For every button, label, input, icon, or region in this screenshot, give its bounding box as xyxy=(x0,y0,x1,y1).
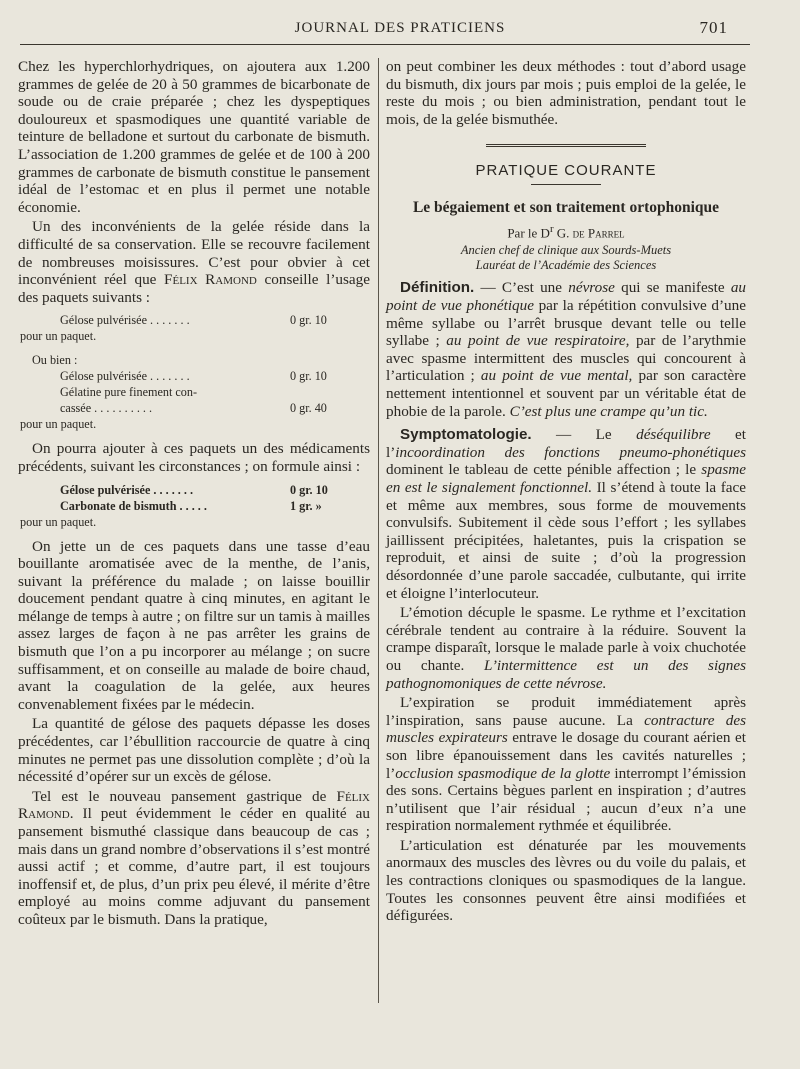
recipe-2 xyxy=(18,352,370,432)
dose-note: pour un paquet. xyxy=(20,329,97,344)
quantity: 0 gr. 40 xyxy=(290,401,327,416)
paragraph: Chez les hyperchlorhydriques, on ajoutera aux 1.200 grammes de gelée de 20 à 50 grammes de bicarbonate de soude ou de craie préparée ; chez les dyspeptiques douloureux et spasmodiques une quantité variable de teinture de belladone et surtout du carbonate de bismuth. L’association de 1.200 grammes de gelée et de 100 à 200 grammes de carbonate de bismuth constitue le pansement idéal de l’estomac et en plus il permet une notable économie. xyxy=(18,58,370,216)
text-run: par de l’arythmie avec spasme intermittent des muscles qui concourent à l’articulation ; xyxy=(386,332,746,385)
paragraph xyxy=(386,694,746,835)
text-run: qui se manifeste xyxy=(614,279,731,297)
text-run: interrompt l’émission des sons. Certains bègues parlent en inspiration ; d’autres n’utilisent que l’air résidual ; aucun d’eux n’a une respiration normalement rythmée et équilibrée. xyxy=(386,764,746,835)
byline xyxy=(386,221,746,242)
text-run: Tel est le nouveau pansement gastrique de xyxy=(32,787,337,805)
text-run: — Le xyxy=(531,426,637,444)
author-name: Félix Ramond xyxy=(164,271,257,289)
recipe-3 xyxy=(18,482,370,530)
text-run: Un des inconvénients de la gelée réside dans la difficulté de sa conservation. Elle se recouvre facilement de nombreuses moisissures. C’est pour obvier à cet inconvénient réel que xyxy=(18,218,370,289)
paragraph: L’articulation est dénaturée par les mouvements anormaux des muscles des lèvres ou du voile du palais, et les contractions cloniques ou spasmodiques de la langue. Toutes les consonnes peuvent être ainsi modifiées et défigurées. xyxy=(386,836,746,925)
alternative-label: Ou bien : xyxy=(32,353,78,368)
text-run: Il s’étend à toute la face et même aux membres, sous forme de mouvements convulsifs. Subitement il cède sous l’effort ; les syllabes jaillissent précipitées, haletantes, puis la crispation se reproduit, et ainsi de suite ; d’où la progression désordonnée d’une parole saccadée, culbutante, qui irrite et éloigne l’interlocuteur. xyxy=(386,479,747,602)
ingredient: Gélose pulvérisée . . . . . . . xyxy=(60,369,190,384)
ingredient: cassée . . . . . . . . . . xyxy=(60,401,153,416)
emphasis: contracture des muscles expirateurs xyxy=(386,711,746,747)
right-column xyxy=(386,58,746,927)
text-run: L’émotion décuple le spasme. Le rythme et l’excitation cérébrale tendent au contraire à la réduire. Souvent la crampe disparaît, lorsque le malade parle à voix chuchotée ou chante. xyxy=(386,604,746,674)
text-run: conseille l’usage des paquets suivants : xyxy=(18,271,370,306)
emphasis: au point de vue phonétique xyxy=(386,279,746,315)
emphasis: occlusion spasmodique de la glotte xyxy=(395,764,611,782)
emphasis: névrose xyxy=(568,279,615,297)
quantity: 0 gr. 10 xyxy=(290,369,327,384)
paragraph: on peut combiner les deux méthodes : tout d’abord usage du bismuth, dix jours par mois ; puis emploi de la gelée, le reste du mois ; ou bien administration, pendant tout le mois, de la gelée bismuthée. xyxy=(386,58,746,128)
text-run: . Il peut évidemment le céder en qualité au pansement bismuthé classique dans beaucoup de cas ; mais dans un grand nombre d’observations il s’est montré aussi actif ; et comme, d’autre part, il est toujours inoffensif et, de plus, d’un prix peu élevé, il mérite d’être employé au moins comme adjuvant du pansement coûteux par le bismuth. Dans la pratique, xyxy=(18,805,370,928)
byline-prefix: Par le D xyxy=(507,224,550,240)
text-run: par son caractère nettement intentionnel et souvent par un véritable état de phobie de la parole. xyxy=(386,367,746,420)
text-run: entrave le dosage du courant aérien et son libre épanouissement dans les cavités naturelles ; l’ xyxy=(386,729,746,782)
paragraph xyxy=(386,426,746,602)
text-run: dominent le tableau de cette pénible affection ; le xyxy=(386,461,702,479)
journal-title: JOURNAL DES PRATICIENS xyxy=(294,20,506,36)
paragraph xyxy=(386,604,746,692)
emphasis: au point de vue mental, xyxy=(480,367,633,385)
left-column xyxy=(18,58,370,931)
paragraph: On jette un de ces paquets dans une tasse d’eau bouillante aromatisée avec de la menthe, de l’anis, suivant la préférence du malade ; on laisse bouillir doucement pendant quatre à cinq minutes, en agitant le mélange de temps à autre ; on filtre sur un tamis à mailles assez larges de façon à ne pas arrêter les grains de bismuth que l’on a pu incorporer au mélange ; on sucre suffisamment, et on conseille au malade de boire chaud, avant la coagulation de la gelée, aux heures convenablement fixées par le médecin. xyxy=(18,537,370,713)
paragraph xyxy=(18,788,370,929)
emphasis: au point de vue respiratoire, xyxy=(446,332,630,350)
text-run: par la répétition convulsive d’une même syllabe ou l’arrêt brusque devant telle ou telle syllabe ; xyxy=(386,297,746,350)
author-name: Félix Ramond xyxy=(18,787,370,823)
paragraph: La quantité de gélose des paquets dépasse les doses précédentes, car l’ébullition raccourcie de quatre à cinq minutes ne permet pas une dissolution complète ; d’où la nécessité d’opérer sur un excès de gélose. xyxy=(18,715,370,786)
page-number: 701 xyxy=(699,18,728,37)
emphasis: C’est plus une crampe qu’un tic. xyxy=(509,402,708,420)
quantity: 1 gr. » xyxy=(290,498,322,513)
recipe-1 xyxy=(18,312,370,344)
ingredient: Gélatine pure finement con- xyxy=(60,385,198,400)
affiliation: Ancien chef de clinique aux Sourds-Muets xyxy=(460,243,672,258)
header-rule xyxy=(20,44,750,45)
paragraph: On pourra ajouter à ces paquets un des médicaments précédents, suivant les circonstances ; on formule ainsi : xyxy=(18,440,370,475)
author-name: G. de Parrel xyxy=(553,224,625,240)
column-divider xyxy=(378,58,379,1003)
ingredient: Gélose pulvérisée . . . . . . . xyxy=(60,482,194,497)
section-underline xyxy=(531,184,601,185)
dose-note: pour un paquet. xyxy=(20,514,97,529)
section-rule xyxy=(486,144,646,150)
emphasis: spasme en est le signalement fonctionnel. xyxy=(386,461,746,497)
ingredient: Gélose pulvérisée . . . . . . . xyxy=(60,313,190,328)
ingredient: Carbonate de bismuth . . . . . xyxy=(60,498,207,513)
quantity: 0 gr. 10 xyxy=(290,482,328,497)
article-title: Le bégaiement et son traitement ortophonique xyxy=(412,198,720,216)
paragraph xyxy=(386,279,746,420)
subheading: Symptomatologie. xyxy=(400,426,532,444)
affiliation: Lauréat de l’Académie des Sciences xyxy=(475,258,657,273)
emphasis: incoordination des fonctions pneumo-phonétiques xyxy=(395,443,746,461)
dose-note: pour un paquet. xyxy=(20,417,97,432)
emphasis: déséquilibre xyxy=(636,426,711,444)
emphasis: L’intermittence est un des signes pathognomoniques de cette névrose. xyxy=(386,656,746,692)
text-run: — C’est une xyxy=(474,279,569,297)
page-header xyxy=(20,16,780,44)
text-run: et l’ xyxy=(386,426,746,461)
quantity: 0 gr. 10 xyxy=(290,313,327,328)
section-title: PRATIQUE COURANTE xyxy=(475,162,657,180)
paragraph xyxy=(18,218,370,306)
byline-sup: r xyxy=(549,222,554,235)
subheading: Définition. xyxy=(400,279,475,297)
text-run: L’expiration se produit immédiatement après l’inspiration, sans pause aucune. La xyxy=(386,694,746,729)
